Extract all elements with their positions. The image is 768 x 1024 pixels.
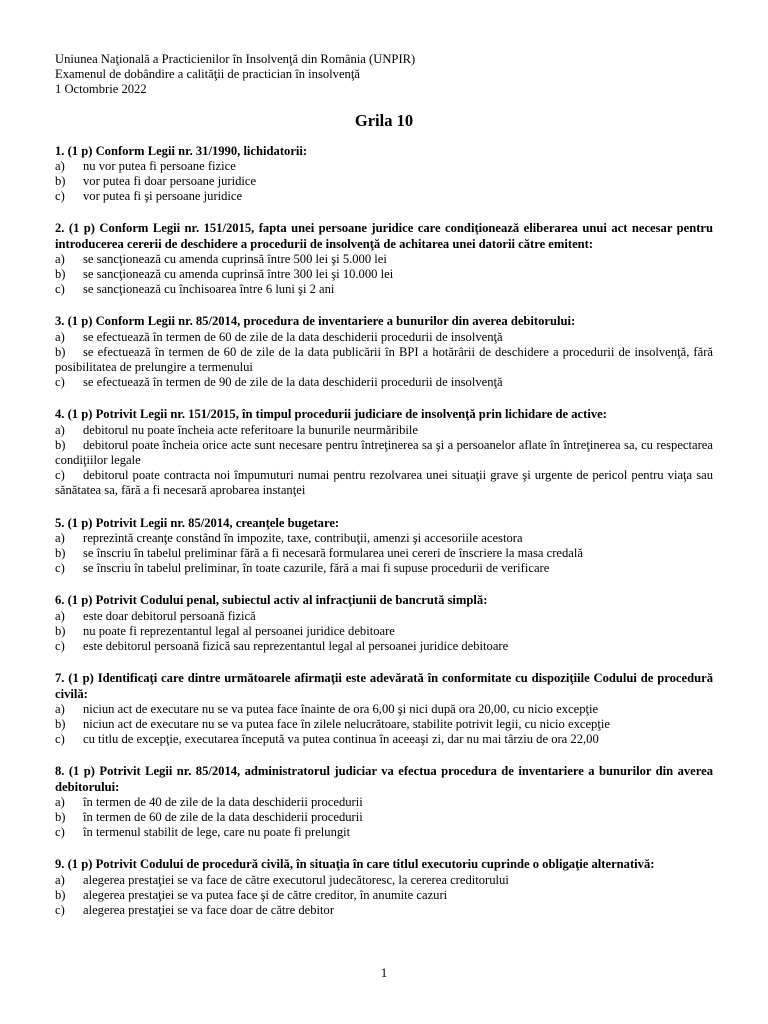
document-header bbox=[55, 52, 713, 98]
option-letter: c) bbox=[55, 468, 65, 483]
option-text: vor putea fi şi persoane juridice bbox=[83, 189, 243, 204]
option-letter: c) bbox=[55, 639, 65, 654]
page-title: Grila 10 bbox=[354, 110, 414, 130]
option-letter: b) bbox=[55, 267, 66, 282]
option-text: alegerea prestaţiei se va face de către executorul judecătoresc, la cererea creditorului bbox=[83, 872, 509, 887]
question-block bbox=[55, 314, 713, 390]
question-block bbox=[55, 221, 713, 297]
option-text: alegerea prestaţiei se va putea face şi de către creditor, în anumite cazuri bbox=[83, 887, 448, 902]
option-letter: b) bbox=[55, 344, 66, 359]
option-letter: c) bbox=[55, 825, 65, 840]
question-block bbox=[55, 593, 713, 654]
answer-option bbox=[55, 423, 713, 438]
answer-option bbox=[55, 375, 713, 390]
option-text: niciun act de executare nu se va putea face în zilele nelucrătoare, stabilite potrivit legii, cu nicio excepţie bbox=[83, 716, 610, 731]
question-block bbox=[55, 764, 713, 840]
option-text: se sancţionează cu amenda cuprinsă între 300 lei şi 10.000 lei bbox=[83, 267, 394, 282]
option-letter: b) bbox=[55, 623, 66, 638]
header-organization: Uniunea Naţională a Practicienilor în Insolvenţă din România (UNPIR) bbox=[55, 52, 416, 66]
option-text: este doar debitorul persoană fizică bbox=[83, 608, 256, 623]
answer-option bbox=[55, 345, 713, 375]
option-letter: b) bbox=[55, 887, 66, 902]
option-letter: a) bbox=[55, 701, 65, 716]
answer-option bbox=[55, 438, 713, 468]
answer-option bbox=[55, 609, 713, 624]
option-letter: a) bbox=[55, 530, 65, 545]
header-exam-name: Examenul de dobândire a calităţii de practician în insolvenţă bbox=[55, 67, 360, 82]
question-text: 3. (1 p) Conform Legii nr. 85/2014, procedura de inventariere a bunurilor din averea debitorului: bbox=[55, 314, 576, 329]
option-letter: c) bbox=[55, 282, 65, 297]
answer-option bbox=[55, 639, 713, 654]
question-block bbox=[55, 671, 713, 747]
option-text: se înscriu în tabelul preliminar fără a fi necesară formularea unei cereri de înscriere la masa credală bbox=[83, 546, 583, 561]
question-block bbox=[55, 407, 713, 498]
question-text: 7. (1 p) Identificaţi care dintre următoarele afirmaţii este adevărată în conformitate cu dispoziţiile Codului de procedură civilă: bbox=[55, 671, 713, 701]
question-text: 5. (1 p) Potrivit Legii nr. 85/2014, creanţele bugetare: bbox=[55, 515, 340, 530]
header-date: 1 Octombrie 2022 bbox=[55, 82, 147, 97]
option-text: se sancţionează cu închisoarea între 6 luni şi 2 ani bbox=[83, 282, 335, 297]
answer-option bbox=[55, 546, 713, 561]
option-text: vor putea fi doar persoane juridice bbox=[83, 174, 257, 189]
question-text: 1. (1 p) Conform Legii nr. 31/1990, lichidatorii: bbox=[55, 143, 308, 158]
option-letter: a) bbox=[55, 158, 65, 173]
answer-option bbox=[55, 825, 713, 840]
option-text: în termen de 40 de zile de la data deschiderii procedurii bbox=[83, 794, 363, 809]
answer-option bbox=[55, 810, 713, 825]
option-text: cu titlu de excepţie, executarea începută va putea continua în aceeaşi zi, dar nu mai târziu de ora 22,00 bbox=[83, 732, 599, 747]
option-text: niciun act de executare nu se va putea face înainte de ora 6,00 şi nici după ora 20,00, cu nicio excepţie bbox=[83, 701, 599, 716]
answer-option bbox=[55, 624, 713, 639]
option-text: alegerea prestaţiei se va face doar de către debitor bbox=[83, 902, 335, 917]
option-letter: a) bbox=[55, 422, 65, 437]
option-text: debitorul poate contracta noi împumuturi numai pentru rezolvarea unei situaţii grave şi urgente de pericol pentru viaţa sau sănătatea sa, fără a fi necesară aprobarea instanţei bbox=[55, 468, 713, 498]
option-letter: c) bbox=[55, 561, 65, 576]
option-letter: c) bbox=[55, 902, 65, 917]
question-text: 6. (1 p) Potrivit Codului penal, subiectul activ al infracţiunii de bancrută simplă: bbox=[55, 593, 488, 608]
answer-option bbox=[55, 732, 713, 747]
answer-option bbox=[55, 702, 713, 717]
option-letter: a) bbox=[55, 608, 65, 623]
option-text: debitorul nu poate încheia acte referitoare la bunurile neurmăribile bbox=[83, 422, 418, 437]
option-text: se efectuează în termen de 90 de zile de la data deschiderii procedurii de insolvenţă bbox=[83, 375, 503, 390]
option-letter: c) bbox=[55, 189, 65, 204]
answer-option bbox=[55, 267, 713, 282]
option-letter: b) bbox=[55, 809, 66, 824]
option-letter: a) bbox=[55, 794, 65, 809]
option-text: în termenul stabilit de lege, care nu poate fi prelungit bbox=[83, 825, 351, 840]
option-text: se efectuează în termen de 60 de zile de la data deschiderii procedurii de insolvenţă bbox=[83, 329, 503, 344]
page-number: 1 bbox=[380, 965, 388, 980]
answer-option bbox=[55, 561, 713, 576]
answer-option bbox=[55, 531, 713, 546]
document-page bbox=[55, 52, 713, 935]
option-letter: c) bbox=[55, 375, 65, 390]
option-letter: a) bbox=[55, 251, 65, 266]
option-letter: b) bbox=[55, 546, 66, 561]
answer-option bbox=[55, 159, 713, 174]
option-text: este debitorul persoană fizică sau reprezentantul legal al persoanei juridice debitoare bbox=[83, 639, 509, 654]
answer-option bbox=[55, 189, 713, 204]
option-letter: a) bbox=[55, 872, 65, 887]
answer-option bbox=[55, 888, 713, 903]
answer-option bbox=[55, 795, 713, 810]
option-text: se înscriu în tabelul preliminar, în toate cazurile, fără a mai fi supuse procedurii de verificare bbox=[83, 561, 550, 576]
answer-option bbox=[55, 873, 713, 888]
answer-option bbox=[55, 174, 713, 189]
question-text: 8. (1 p) Potrivit Legii nr. 85/2014, administratorul judiciar va efectua procedura de inventariere a bunurilor din averea debitorului: bbox=[55, 764, 713, 794]
answer-option bbox=[55, 282, 713, 297]
question-block bbox=[55, 144, 713, 205]
option-letter: b) bbox=[55, 437, 66, 452]
option-text: nu vor putea fi persoane fizice bbox=[83, 158, 236, 173]
option-letter: a) bbox=[55, 329, 65, 344]
answer-option bbox=[55, 330, 713, 345]
answer-option bbox=[55, 252, 713, 267]
option-text: reprezintă creanţe constând în impozite, taxe, contribuţii, amenzi şi accesoriile acestora bbox=[83, 530, 523, 545]
question-text: 4. (1 p) Potrivit Legii nr. 151/2015, în timpul procedurii judiciare de insolvenţă prin lichidare de active: bbox=[55, 407, 607, 422]
question-list bbox=[55, 144, 713, 919]
option-text: debitorul poate încheia orice acte sunt necesare pentru întreţinerea sa şi a persoanelor aflate în întreţinerea sa, cu respectarea condiţiilor legale bbox=[55, 437, 713, 468]
question-text: 2. (1 p) Conform Legii nr. 151/2015, fapta unei persoane juridice care condiţionează eliberarea unui act necesar pentru introducerea cererii de deschidere a procedurii de insolvenţă de achitarea unei datorii către emitent: bbox=[55, 221, 713, 251]
option-letter: c) bbox=[55, 732, 65, 747]
question-text: 9. (1 p) Potrivit Codului de procedură civilă, în situaţia în care titlul executoriu cuprinde o obligaţie alternativă: bbox=[55, 857, 655, 872]
option-text: se sancţionează cu amenda cuprinsă între 500 lei şi 5.000 lei bbox=[83, 251, 387, 266]
answer-option bbox=[55, 903, 713, 918]
option-letter: b) bbox=[55, 174, 66, 189]
question-block bbox=[55, 857, 713, 918]
option-text: se efectuează în termen de 60 de zile de la data publicării în BPI a hotărârii de deschidere a procedurii de insolvenţă, fără posibilitatea de prelungire a termenului bbox=[55, 344, 713, 375]
option-text: în termen de 60 de zile de la data deschiderii procedurii bbox=[83, 809, 363, 824]
option-text: nu poate fi reprezentantul legal al persoanei juridice debitoare bbox=[83, 623, 395, 638]
option-letter: b) bbox=[55, 716, 66, 731]
answer-option bbox=[55, 468, 713, 498]
answer-option bbox=[55, 717, 713, 732]
question-block bbox=[55, 516, 713, 577]
